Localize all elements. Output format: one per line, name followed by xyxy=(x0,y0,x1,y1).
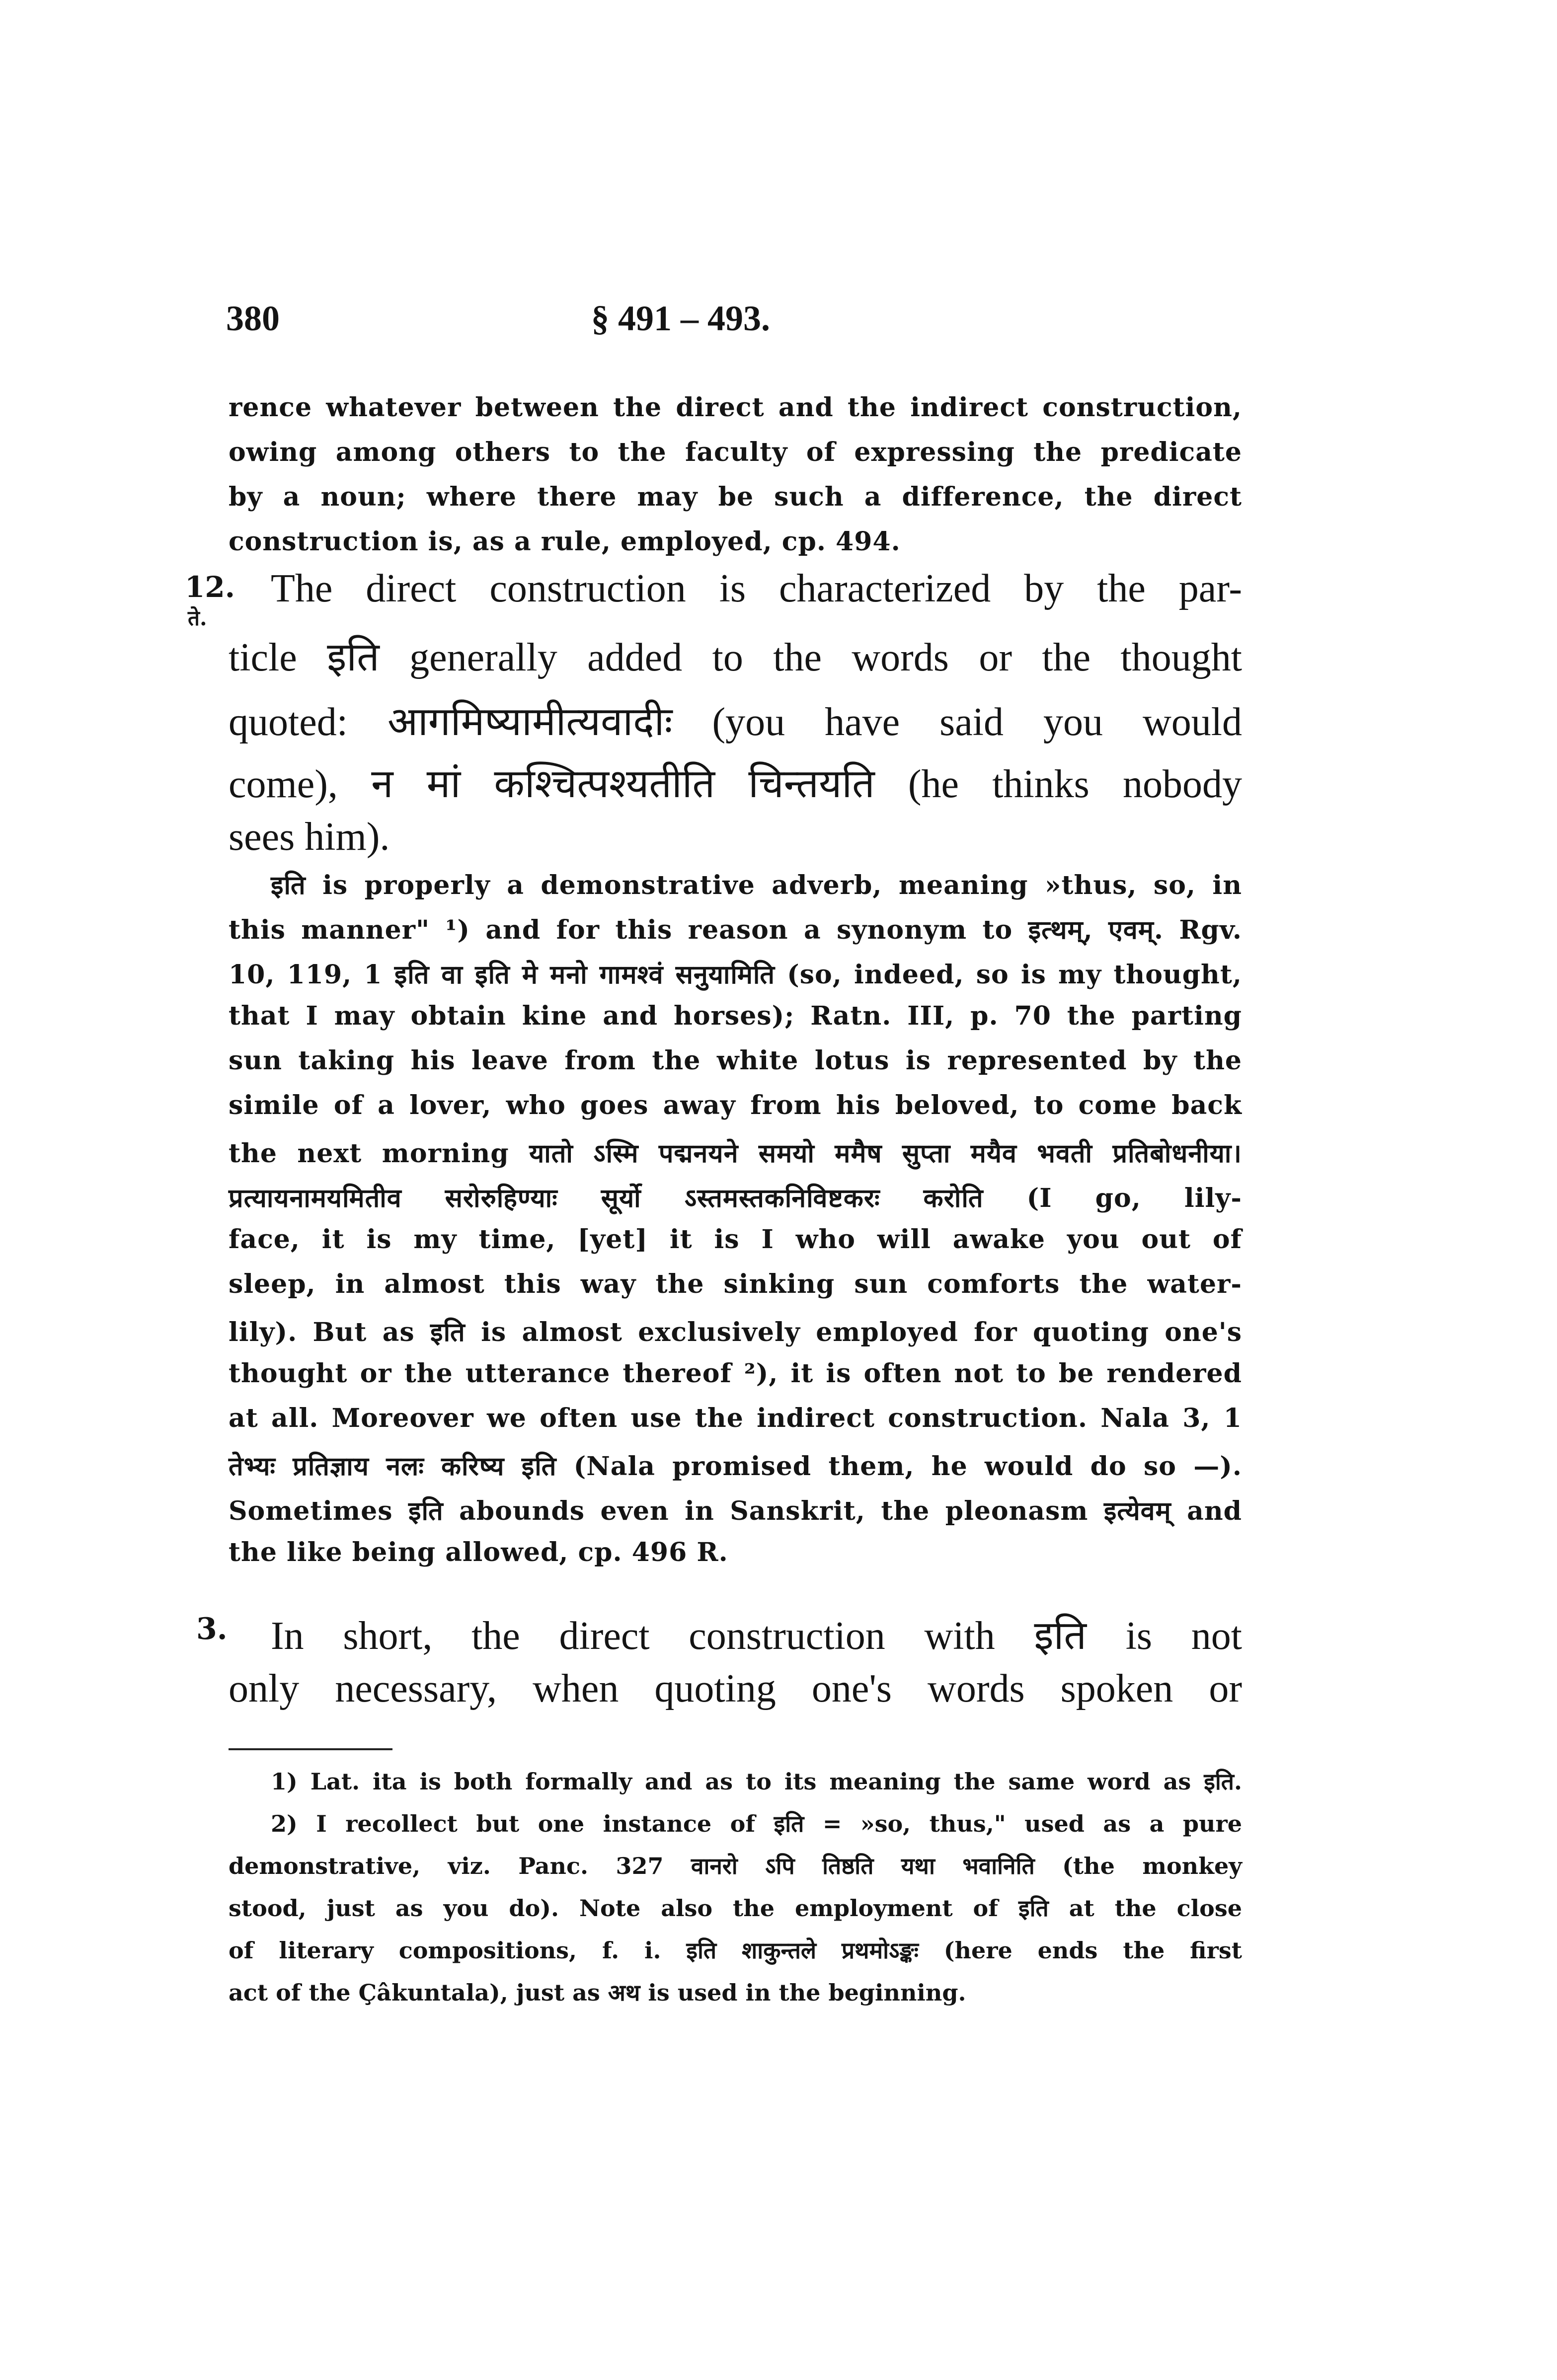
text-line: the next morning यातो ऽस्मि पद्मनयने समयो ममैष सुप्ता मयैव भवती प्रतिबोधनीया। xyxy=(229,1138,1242,1169)
text-line: that I may obtain kine and horses); Ratn. III, p. 70 the parting xyxy=(229,1001,1242,1031)
text-line: at all. Moreover we often use the indirect construction. Nala 3, 1 xyxy=(229,1403,1242,1433)
margin-number: 3. xyxy=(196,1612,228,1646)
text-line: तेभ्यः प्रतिज्ञाय नलः करिष्य इति (Nala promised them, he would do so —). xyxy=(229,1451,1242,1482)
text-line: sees him). xyxy=(229,815,390,859)
footnote-line: 1) Lat. ita is both formally and as to its meaning the same word as इति. xyxy=(271,1768,1242,1795)
text-line: rence whatever between the direct and the indirect construction, xyxy=(229,392,1242,423)
text-line: lily). But as इति is almost exclusively employed for quoting one's xyxy=(229,1317,1242,1347)
section-range: § 491 – 493. xyxy=(591,298,770,338)
text-line: The direct construction is characterized by the par- xyxy=(271,567,1242,610)
text-line: sleep, in almost this way the sinking sun comforts the water- xyxy=(229,1269,1242,1299)
margin-number: ते. xyxy=(188,606,207,630)
text-line: thought or the utterance thereof ²), it is often not to be rendered xyxy=(229,1358,1242,1389)
text-line: construction is, as a rule, employed, cp. 494. xyxy=(229,526,901,557)
footnote-line: 2) I recollect but one instance of इति = »so, thus," used as a pure xyxy=(271,1810,1242,1837)
footnote-line: of literary compositions, f. i. इति शाकुन्तले प्रथमोऽङ्कः (here ends the first xyxy=(229,1937,1242,1964)
text-line: face, it is my time, [yet] it is I who will awake you out of xyxy=(229,1224,1242,1255)
page-number: 380 xyxy=(226,298,280,338)
text-line: come), न मां कश्चित्पश्यतीति चिन्तयति (he thinks nobody xyxy=(229,762,1242,806)
text-line: the like being allowed, cp. 496 R. xyxy=(229,1537,728,1567)
text-line: sun taking his leave from the white lotus is represented by the xyxy=(229,1045,1242,1076)
text-line: प्रत्यायनामयमितीव सरोरुहिण्याः सूर्यो ऽस्तमस्तकनिविष्टकरः करोति (I go, lily- xyxy=(229,1183,1242,1213)
footnote-line: demonstrative, viz. Panc. 327 वानरो ऽपि तिष्ठति यथा भवानिति (the monkey xyxy=(229,1853,1242,1879)
text-line: this manner" ¹) and for this reason a synonym to इत्थम्, एवम्. Rgv. xyxy=(229,915,1242,945)
text-line: 10, 119, 1 इति वा इति मे मनो गामश्वं सनुयामिति (so, indeed, so is my thought, xyxy=(229,960,1242,990)
text-line: by a noun; where there may be such a difference, the direct xyxy=(229,482,1242,512)
footnote-line: stood, just as you do). Note also the employment of इति at the close xyxy=(229,1895,1242,1922)
margin-number: 12. xyxy=(185,570,235,604)
footnote-line: act of the Çâkuntala), just as अथ is used in the beginning. xyxy=(229,1979,966,2006)
text-line: Sometimes इति abounds even in Sanskrit, the pleonasm इत्येवम् and xyxy=(229,1496,1242,1526)
text-line: इति is properly a demonstrative adverb, meaning »thus, so, in xyxy=(271,870,1242,900)
text-line: only necessary, when quoting one's words spoken or xyxy=(229,1667,1242,1711)
text-line: simile of a lover, who goes away from his beloved, to come back xyxy=(229,1090,1242,1120)
text-line: ticle इति generally added to the words or the thought xyxy=(229,636,1242,679)
footnote-divider xyxy=(229,1748,392,1750)
text-line: quoted: आगमिष्यामीत्यवादीः (you have said you would xyxy=(229,700,1242,744)
text-line: In short, the direct construction with इति is not xyxy=(271,1614,1242,1658)
text-line: owing among others to the faculty of expressing the predicate xyxy=(229,437,1242,467)
